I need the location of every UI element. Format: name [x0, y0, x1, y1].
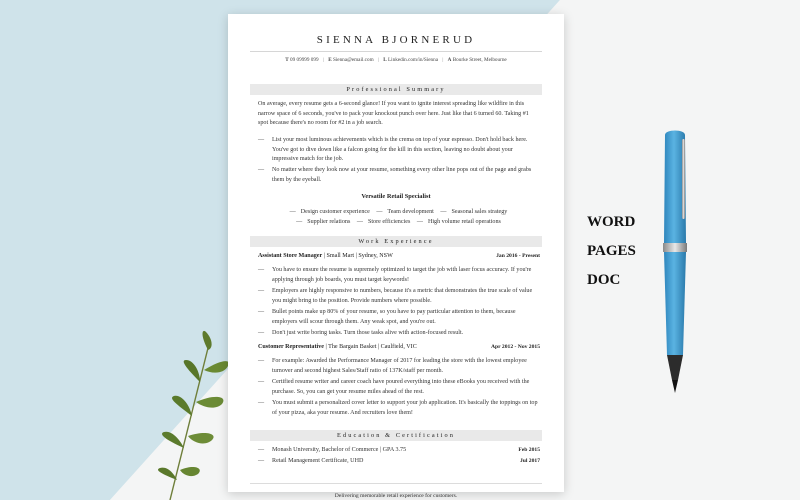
contact-address: Bourke Street, Melbourne — [452, 57, 507, 63]
resume-footer: Delivering memorable retail experience for customers. — [334, 493, 458, 499]
contact-linkedin: Linkedin.com/in/Sienna — [388, 57, 439, 63]
job-employer: | Small Mart | Sydney, NSW — [322, 253, 393, 259]
resume-name: SIENNA BJORNERUD — [316, 34, 476, 46]
footer-divider — [250, 483, 542, 484]
job-title: Customer Representative — [258, 344, 324, 350]
specialist-title: Versatile Retail Specialist — [361, 193, 431, 200]
job-bullet: — Don't just write boring tasks. Turn those tasks alive with action-focused result. — [258, 330, 464, 336]
job-bullet: — Bullet points make up 80% of your resume, so you have to pay particular attention to them, because employers will scour through them. Any weak spot, and you're out. — [258, 309, 516, 325]
format-doc: DOC — [587, 272, 621, 288]
section-summary-heading: Professional Summary — [250, 84, 542, 95]
job-bullet: — You have to ensure the resume is supremely optimized to target the job with laser focus accuracy. If you're applying through job boards, you must target keywords! — [258, 267, 532, 283]
format-word: WORD — [587, 214, 636, 230]
education-item: — Monash University, Bachelor of Commerce | GPA 3.75 Feb 2015 — [258, 447, 540, 453]
job-employer: | The Bargain Basket | Caulfield, VIC — [323, 344, 417, 350]
job-dates: Jan 2016 - Present — [496, 253, 540, 259]
resume-page — [228, 14, 564, 499]
name-divider — [250, 51, 542, 52]
summary-bullet: — List your most luminous achievements which is the crema on top of your espresso. Don't hold back here. You've got to dive down like a falcon going for the kill in this section, leaving no doubt about your impressive match for the job. — [258, 137, 528, 163]
section-education-heading: Education & Certification — [250, 430, 542, 441]
education-item: — Retail Management Certificate, UHD Jul 2017 — [258, 458, 540, 464]
skills-row-1: — Design customer experience — Team development — Seasonal sales strategy — [289, 209, 508, 215]
job-bullet: — Certified resume writer and career coach have poured everything into these eBooks you received with the purchase. So, you can get your resume miles ahead of the rest. — [258, 379, 530, 395]
contact-email-key: E — [328, 57, 332, 63]
summary-intro: On average, every resume gets a 6-second glance! If you want to ignite interest spreading like wildfire in this narrow space of 6 seconds, you've to pack your knockout punch over here. Just like that 6 turned 60. Taking #1 spot because there's no room for #2 in a job search. — [258, 101, 529, 127]
job-header — [258, 344, 540, 354]
contact-address-key: A — [447, 57, 452, 63]
contact-line: T 09 09999 099 | E Sienna@email.com | L Linkedin.com/in/Sienna | A Bourke Street, Melbourne — [285, 57, 507, 63]
summary-bullet: — No matter where they look now at your resume, something every other line pops out of the page and grabs them by the eyeball. — [258, 167, 532, 183]
contact-phone: 09 09999 099 — [290, 57, 319, 63]
format-list — [587, 214, 667, 301]
job-bullet: — For example: Awarded the Performance Manager of 2017 for leading the store with the lowest employee turnover and second highest Sales/Staff ratio of 137K/staff per month. — [258, 358, 527, 374]
job-bullet: — You must submit a personalized cover letter to support your job application. It's basically the toppings on top of your pizza, aka your resume. And recruiters love them! — [258, 400, 538, 416]
job-title: Assistant Store Manager — [258, 253, 323, 259]
section-experience-heading: Work Experience — [250, 236, 542, 247]
format-pages: PAGES — [587, 243, 636, 259]
contact-phone-key: T — [285, 57, 289, 63]
skills-row-2: — Supplier relations — Store efficiencies — High volume retail operations — [296, 219, 501, 225]
job-header — [258, 253, 540, 263]
contact-linkedin-key: L — [383, 57, 387, 63]
contact-email: Sienna@email.com — [332, 57, 374, 63]
job-bullet: — Employers are highly responsive to numbers, because it's a metric that demonstrates the true scale of value you might bring to the position. Provide numbers where possible. — [258, 288, 533, 304]
job-dates: Apr 2012 - Nov 2015 — [491, 344, 540, 350]
